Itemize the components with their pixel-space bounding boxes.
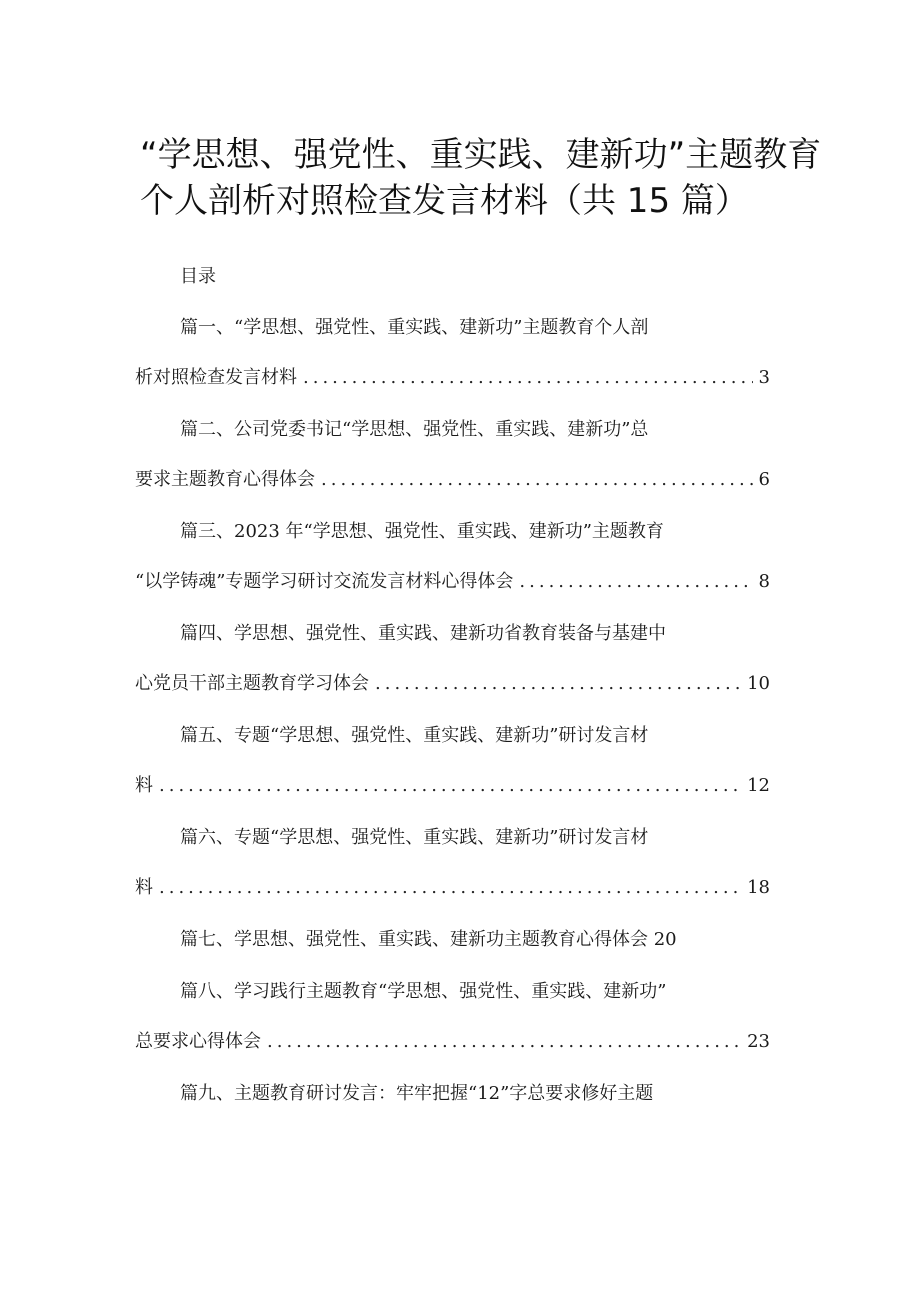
toc-entry-title: 篇八、学习践行主题教育“学思想、强党性、重实践、建新功”: [180, 981, 667, 1002]
title-line-2: 个人剖析对照检查发言材料（共 15 篇）: [140, 181, 749, 221]
page-number: 12: [747, 775, 770, 796]
toc-entry-title-cont: 心党员干部主题教育学习体会: [135, 673, 369, 694]
toc-entry-title: 篇四、学思想、强党性、重实践、建新功省教育装备与基建中: [180, 623, 666, 644]
toc-entry-9[interactable]: [135, 1079, 770, 1131]
toc-entry-4[interactable]: [135, 619, 770, 721]
dot-leader: [267, 1027, 741, 1057]
dot-leader: [159, 873, 741, 903]
toc-entry-title-cont: 料: [135, 775, 153, 796]
toc-entry-title-cont: 要求主题教育心得体会: [135, 469, 315, 490]
page-number: 8: [758, 571, 770, 592]
toc-entry-title-cont: “以学铸魂”专题学习研讨交流发言材料心得体会: [135, 571, 514, 592]
dot-leader: [321, 465, 753, 495]
toc-entry-title: 篇三、2023 年“学思想、强党性、重实践、建新功”主题教育: [180, 521, 664, 542]
toc-entry-2[interactable]: [135, 415, 770, 517]
page-number: 3: [758, 367, 770, 388]
toc-entry-title: 篇一、“学思想、强党性、重实践、建新功”主题教育个人剖: [180, 317, 649, 338]
toc-entry-6[interactable]: [135, 823, 770, 925]
toc-entry-title-cont: 料: [135, 877, 153, 898]
toc-entry-title-cont: 总要求心得体会: [135, 1031, 261, 1052]
title-line-1: “学思想、强党性、重实践、建新功”主题教育: [140, 135, 822, 175]
toc-entry-title: 篇七、学思想、强党性、重实践、建新功主题教育心得体会 20: [180, 929, 677, 950]
page-number: 10: [747, 673, 770, 694]
toc-entry-5[interactable]: [135, 721, 770, 823]
page-number: 23: [747, 1031, 770, 1052]
document-title: [140, 132, 820, 224]
toc-entry-1[interactable]: [135, 313, 770, 415]
toc-entry-8[interactable]: [135, 977, 770, 1079]
toc-entry-title: 篇二、公司党委书记“学思想、强党性、重实践、建新功”总: [180, 419, 649, 440]
toc-entry-7[interactable]: [135, 925, 770, 977]
dot-leader: [303, 363, 753, 393]
table-of-contents: [135, 313, 770, 1131]
dot-leader: [519, 567, 752, 597]
toc-entry-3[interactable]: [135, 517, 770, 619]
dot-leader: [375, 669, 741, 699]
toc-heading: 目录: [180, 266, 216, 287]
toc-entry-title-cont: 析对照检查发言材料: [135, 367, 297, 388]
dot-leader: [159, 771, 741, 801]
toc-entry-title: 篇六、专题“学思想、强党性、重实践、建新功”研讨发言材: [180, 827, 649, 848]
toc-entry-title: 篇九、主题教育研讨发言：牢牢把握“12”字总要求修好主题: [180, 1083, 654, 1104]
page-number: 18: [747, 877, 770, 898]
page-number: 6: [758, 469, 770, 490]
toc-entry-title: 篇五、专题“学思想、强党性、重实践、建新功”研讨发言材: [180, 725, 649, 746]
